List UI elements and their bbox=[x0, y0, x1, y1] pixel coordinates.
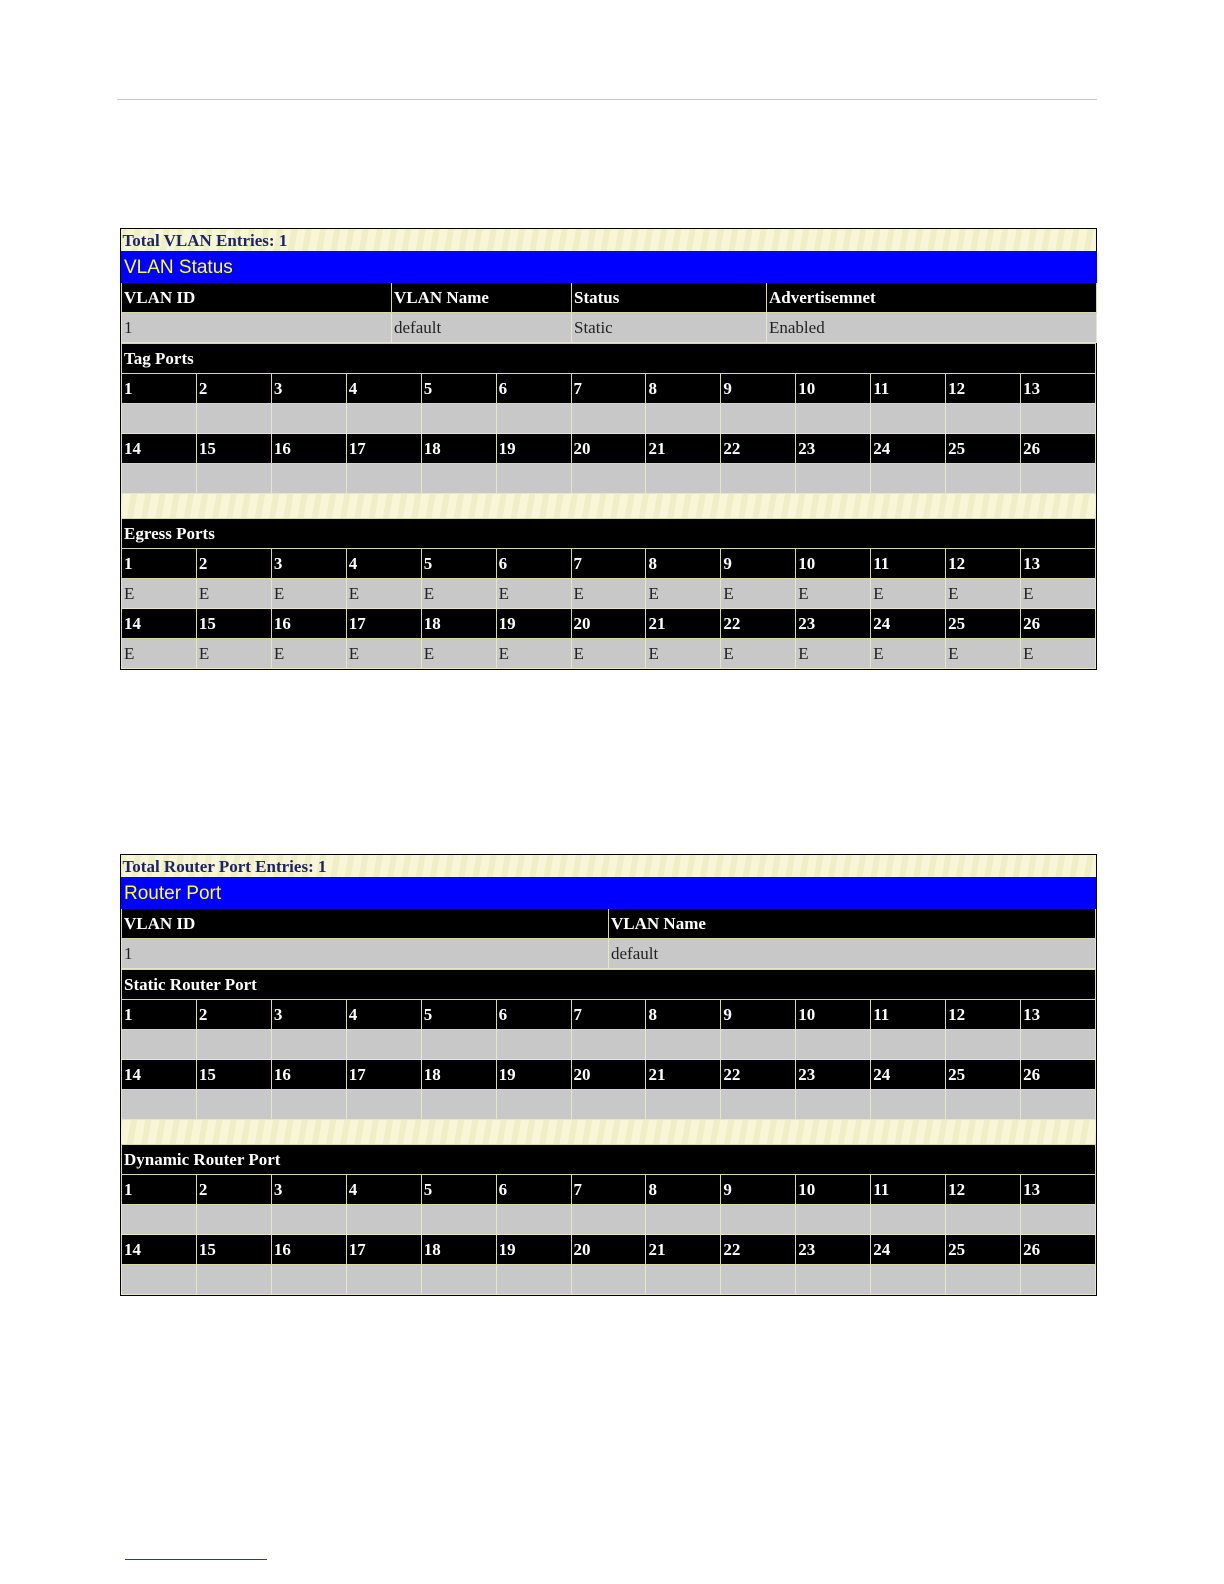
port-value-cell: E bbox=[122, 579, 197, 609]
port-number-cell: 21 bbox=[646, 1235, 721, 1265]
port-value-cell bbox=[721, 1265, 796, 1295]
port-number-cell: 11 bbox=[871, 1175, 946, 1205]
port-number-cell: 17 bbox=[346, 609, 421, 639]
port-value-row bbox=[122, 404, 1096, 434]
port-number-cell: 20 bbox=[571, 434, 646, 464]
port-number-cell: 12 bbox=[946, 1000, 1021, 1030]
port-value-cell bbox=[196, 1265, 271, 1295]
port-number-cell: 15 bbox=[196, 609, 271, 639]
port-value-cell bbox=[122, 464, 197, 494]
port-value-cell bbox=[271, 1030, 346, 1060]
advertisement-value: Enabled bbox=[767, 313, 1097, 343]
port-value-cell bbox=[871, 1090, 946, 1120]
vlan-name-header: VLAN Name bbox=[609, 909, 1096, 939]
port-value-cell bbox=[946, 1205, 1021, 1235]
port-value-cell bbox=[122, 1205, 197, 1235]
port-number-cell: 21 bbox=[646, 609, 721, 639]
port-value-cell bbox=[946, 464, 1021, 494]
port-number-cell: 1 bbox=[122, 1000, 197, 1030]
port-number-cell: 19 bbox=[496, 609, 571, 639]
port-value-cell: E bbox=[122, 639, 197, 669]
port-value-cell bbox=[1021, 1090, 1096, 1120]
port-value-row bbox=[122, 1030, 1096, 1060]
port-value-cell bbox=[871, 1265, 946, 1295]
static-router-port-label: Static Router Port bbox=[122, 970, 1096, 1000]
vlan-status-table bbox=[121, 229, 1097, 343]
port-value-cell bbox=[571, 1030, 646, 1060]
port-value-cell: E bbox=[271, 639, 346, 669]
port-value-cell bbox=[196, 1030, 271, 1060]
port-number-cell: 11 bbox=[871, 374, 946, 404]
port-number-cell: 7 bbox=[571, 1000, 646, 1030]
port-value-cell bbox=[871, 1205, 946, 1235]
port-value-cell bbox=[196, 404, 271, 434]
port-number-cell: 16 bbox=[271, 1060, 346, 1090]
router-port-panel bbox=[120, 854, 1097, 1296]
port-number-cell: 25 bbox=[946, 1060, 1021, 1090]
status-value: Static bbox=[572, 313, 767, 343]
port-number-cell: 3 bbox=[271, 1175, 346, 1205]
port-number-cell: 26 bbox=[1021, 1060, 1096, 1090]
port-value-cell bbox=[571, 1265, 646, 1295]
port-value-cell: E bbox=[421, 639, 496, 669]
port-number-cell: 19 bbox=[496, 1235, 571, 1265]
port-value-cell bbox=[496, 1030, 571, 1060]
port-value-cell bbox=[871, 404, 946, 434]
port-number-cell: 6 bbox=[496, 549, 571, 579]
port-value-cell: E bbox=[496, 639, 571, 669]
port-number-cell: 22 bbox=[721, 1060, 796, 1090]
port-number-cell: 23 bbox=[796, 434, 871, 464]
router-port-table bbox=[121, 855, 1096, 969]
footer-link-underline bbox=[125, 1559, 267, 1560]
port-number-cell: 23 bbox=[796, 1235, 871, 1265]
port-value-cell bbox=[346, 1030, 421, 1060]
port-number-cell: 9 bbox=[721, 374, 796, 404]
vlan-id-header: VLAN ID bbox=[122, 909, 609, 939]
port-value-cell bbox=[796, 404, 871, 434]
port-value-cell bbox=[496, 404, 571, 434]
port-number-cell: 25 bbox=[946, 434, 1021, 464]
port-number-cell: 23 bbox=[796, 1060, 871, 1090]
port-number-cell: 4 bbox=[346, 549, 421, 579]
port-value-cell bbox=[646, 1205, 721, 1235]
port-number-row bbox=[122, 1000, 1096, 1030]
header-divider bbox=[117, 99, 1097, 100]
port-value-cell bbox=[496, 464, 571, 494]
port-number-cell: 18 bbox=[421, 434, 496, 464]
port-number-cell: 17 bbox=[346, 1060, 421, 1090]
port-number-cell: 10 bbox=[796, 1175, 871, 1205]
port-value-cell: E bbox=[571, 639, 646, 669]
port-number-cell: 24 bbox=[871, 1060, 946, 1090]
port-number-cell: 1 bbox=[122, 374, 197, 404]
port-value-cell: E bbox=[646, 639, 721, 669]
port-number-cell: 14 bbox=[122, 1235, 197, 1265]
port-number-cell: 24 bbox=[871, 434, 946, 464]
port-value-cell: E bbox=[346, 579, 421, 609]
port-value-cell bbox=[721, 404, 796, 434]
port-value-cell bbox=[871, 464, 946, 494]
port-number-cell: 4 bbox=[346, 374, 421, 404]
port-value-row bbox=[122, 464, 1096, 494]
port-number-cell: 12 bbox=[946, 1175, 1021, 1205]
port-number-cell: 11 bbox=[871, 1000, 946, 1030]
port-value-cell bbox=[721, 464, 796, 494]
port-number-cell: 13 bbox=[1021, 1175, 1096, 1205]
port-value-cell bbox=[122, 1030, 197, 1060]
port-value-cell bbox=[496, 1265, 571, 1295]
port-number-cell: 7 bbox=[571, 549, 646, 579]
port-number-row bbox=[122, 434, 1096, 464]
port-number-cell: 14 bbox=[122, 1060, 197, 1090]
port-number-cell: 17 bbox=[346, 434, 421, 464]
port-number-cell: 1 bbox=[122, 1175, 197, 1205]
port-number-cell: 21 bbox=[646, 434, 721, 464]
port-value-cell bbox=[571, 404, 646, 434]
port-value-cell: E bbox=[721, 639, 796, 669]
port-value-cell: E bbox=[796, 639, 871, 669]
port-value-cell bbox=[496, 1205, 571, 1235]
vlan-status-panel bbox=[120, 228, 1097, 670]
advertisement-header: Advertisemnet bbox=[767, 283, 1097, 313]
port-number-cell: 15 bbox=[196, 1060, 271, 1090]
port-number-cell: 25 bbox=[946, 609, 1021, 639]
port-number-cell: 22 bbox=[721, 434, 796, 464]
port-value-cell bbox=[421, 1205, 496, 1235]
port-value-cell bbox=[122, 1265, 197, 1295]
port-value-cell bbox=[796, 1090, 871, 1120]
port-value-cell: E bbox=[571, 579, 646, 609]
port-number-cell: 7 bbox=[571, 374, 646, 404]
port-number-cell: 5 bbox=[421, 1175, 496, 1205]
port-value-cell bbox=[196, 464, 271, 494]
port-value-cell bbox=[271, 464, 346, 494]
port-number-cell: 3 bbox=[271, 1000, 346, 1030]
port-value-cell bbox=[122, 1090, 197, 1120]
port-value-cell bbox=[1021, 1205, 1096, 1235]
port-number-cell: 20 bbox=[571, 609, 646, 639]
vlan-id-header: VLAN ID bbox=[122, 283, 392, 313]
port-value-cell: E bbox=[646, 579, 721, 609]
dynamic-router-port-label: Dynamic Router Port bbox=[122, 1145, 1096, 1175]
port-number-cell: 24 bbox=[871, 609, 946, 639]
port-number-cell: 12 bbox=[946, 374, 1021, 404]
port-value-cell: E bbox=[946, 579, 1021, 609]
port-value-cell: E bbox=[421, 579, 496, 609]
port-value-cell bbox=[871, 1030, 946, 1060]
port-number-cell: 22 bbox=[721, 1235, 796, 1265]
port-value-cell bbox=[271, 1205, 346, 1235]
port-value-row bbox=[122, 579, 1096, 609]
port-value-cell bbox=[721, 1090, 796, 1120]
port-value-cell bbox=[346, 404, 421, 434]
port-number-cell: 8 bbox=[646, 1000, 721, 1030]
port-value-cell bbox=[421, 1265, 496, 1295]
port-number-cell: 3 bbox=[271, 374, 346, 404]
vlan-name-value: default bbox=[609, 939, 1096, 969]
port-number-cell: 10 bbox=[796, 1000, 871, 1030]
port-value-cell bbox=[646, 464, 721, 494]
spacer bbox=[122, 494, 1096, 519]
port-number-cell: 6 bbox=[496, 1175, 571, 1205]
port-number-cell: 19 bbox=[496, 1060, 571, 1090]
port-number-cell: 12 bbox=[946, 549, 1021, 579]
port-value-cell: E bbox=[271, 579, 346, 609]
port-value-cell: E bbox=[871, 579, 946, 609]
port-value-cell bbox=[796, 464, 871, 494]
port-number-cell: 2 bbox=[196, 1000, 271, 1030]
port-value-cell bbox=[1021, 1030, 1096, 1060]
port-number-cell: 20 bbox=[571, 1060, 646, 1090]
port-value-cell bbox=[646, 1030, 721, 1060]
port-value-cell bbox=[122, 404, 197, 434]
port-value-cell bbox=[346, 1090, 421, 1120]
port-number-cell: 13 bbox=[1021, 1000, 1096, 1030]
port-value-cell bbox=[346, 1265, 421, 1295]
port-number-cell: 11 bbox=[871, 549, 946, 579]
port-value-cell: E bbox=[1021, 639, 1096, 669]
port-value-cell: E bbox=[796, 579, 871, 609]
tag-ports-label: Tag Ports bbox=[122, 344, 1096, 374]
port-value-cell bbox=[721, 1205, 796, 1235]
port-value-cell bbox=[646, 1265, 721, 1295]
router-port-title: Router Port bbox=[122, 878, 1096, 909]
port-value-cell bbox=[946, 1090, 1021, 1120]
port-value-cell bbox=[946, 1030, 1021, 1060]
port-number-row bbox=[122, 1060, 1096, 1090]
port-value-cell bbox=[1021, 1265, 1096, 1295]
vlan-id-value: 1 bbox=[122, 939, 609, 969]
port-value-cell: E bbox=[196, 639, 271, 669]
port-number-cell: 16 bbox=[271, 434, 346, 464]
port-value-cell bbox=[1021, 464, 1096, 494]
port-number-cell: 26 bbox=[1021, 434, 1096, 464]
egress-ports-label: Egress Ports bbox=[122, 519, 1096, 549]
port-value-cell bbox=[571, 464, 646, 494]
port-number-cell: 2 bbox=[196, 549, 271, 579]
port-number-cell: 15 bbox=[196, 1235, 271, 1265]
port-number-cell: 3 bbox=[271, 549, 346, 579]
port-number-cell: 19 bbox=[496, 434, 571, 464]
port-number-row bbox=[122, 1235, 1096, 1265]
port-value-cell: E bbox=[871, 639, 946, 669]
port-number-cell: 6 bbox=[496, 374, 571, 404]
port-value-cell: E bbox=[196, 579, 271, 609]
port-value-cell bbox=[571, 1205, 646, 1235]
port-value-cell bbox=[421, 1090, 496, 1120]
port-value-cell: E bbox=[1021, 579, 1096, 609]
port-value-cell bbox=[421, 464, 496, 494]
port-number-cell: 4 bbox=[346, 1000, 421, 1030]
port-value-cell bbox=[421, 1030, 496, 1060]
port-number-row bbox=[122, 374, 1096, 404]
port-value-cell bbox=[271, 404, 346, 434]
port-number-cell: 23 bbox=[796, 609, 871, 639]
port-number-row bbox=[122, 549, 1096, 579]
vlan-name-value: default bbox=[392, 313, 572, 343]
vlan-name-header: VLAN Name bbox=[392, 283, 572, 313]
port-number-cell: 4 bbox=[346, 1175, 421, 1205]
port-value-cell: E bbox=[721, 579, 796, 609]
port-number-cell: 10 bbox=[796, 549, 871, 579]
port-number-cell: 13 bbox=[1021, 549, 1096, 579]
port-value-row bbox=[122, 1205, 1096, 1235]
port-value-cell bbox=[346, 464, 421, 494]
port-value-cell bbox=[796, 1265, 871, 1295]
port-number-cell: 9 bbox=[721, 1175, 796, 1205]
spacer bbox=[122, 1120, 1096, 1145]
port-number-cell: 14 bbox=[122, 609, 197, 639]
port-value-cell bbox=[346, 1205, 421, 1235]
static-router-port-table bbox=[121, 969, 1096, 1295]
port-value-row bbox=[122, 1090, 1096, 1120]
port-value-cell: E bbox=[346, 639, 421, 669]
port-number-cell: 15 bbox=[196, 434, 271, 464]
port-number-cell: 13 bbox=[1021, 374, 1096, 404]
port-value-cell bbox=[796, 1030, 871, 1060]
port-number-cell: 18 bbox=[421, 1235, 496, 1265]
port-number-cell: 8 bbox=[646, 549, 721, 579]
port-number-cell: 24 bbox=[871, 1235, 946, 1265]
port-value-cell bbox=[421, 404, 496, 434]
port-value-cell: E bbox=[946, 639, 1021, 669]
port-value-cell: E bbox=[496, 579, 571, 609]
port-number-cell: 9 bbox=[721, 1000, 796, 1030]
port-number-cell: 20 bbox=[571, 1235, 646, 1265]
port-number-cell: 6 bbox=[496, 1000, 571, 1030]
port-value-cell bbox=[646, 1090, 721, 1120]
port-number-cell: 21 bbox=[646, 1060, 721, 1090]
port-number-cell: 10 bbox=[796, 374, 871, 404]
port-number-cell: 8 bbox=[646, 374, 721, 404]
port-value-cell bbox=[946, 1265, 1021, 1295]
port-number-cell: 25 bbox=[946, 1235, 1021, 1265]
port-value-cell bbox=[646, 404, 721, 434]
port-value-cell bbox=[946, 404, 1021, 434]
port-number-row bbox=[122, 1175, 1096, 1205]
port-value-cell bbox=[796, 1205, 871, 1235]
port-value-cell bbox=[1021, 404, 1096, 434]
port-number-cell: 26 bbox=[1021, 609, 1096, 639]
port-number-cell: 7 bbox=[571, 1175, 646, 1205]
total-router-port-entries: Total Router Port Entries: 1 bbox=[122, 856, 327, 876]
port-value-cell bbox=[496, 1090, 571, 1120]
port-number-cell: 16 bbox=[271, 609, 346, 639]
vlan-id-value: 1 bbox=[122, 313, 392, 343]
port-number-cell: 9 bbox=[721, 549, 796, 579]
port-number-cell: 14 bbox=[122, 434, 197, 464]
port-number-cell: 5 bbox=[421, 374, 496, 404]
vlan-status-title: VLAN Status bbox=[122, 252, 1097, 283]
port-value-row bbox=[122, 639, 1096, 669]
port-number-cell: 1 bbox=[122, 549, 197, 579]
port-number-cell: 2 bbox=[196, 374, 271, 404]
port-value-cell bbox=[196, 1090, 271, 1120]
tag-ports-table bbox=[121, 343, 1096, 669]
port-value-cell bbox=[271, 1265, 346, 1295]
port-number-cell: 17 bbox=[346, 1235, 421, 1265]
port-number-cell: 2 bbox=[196, 1175, 271, 1205]
port-number-cell: 26 bbox=[1021, 1235, 1096, 1265]
port-value-cell bbox=[571, 1090, 646, 1120]
port-number-cell: 5 bbox=[421, 1000, 496, 1030]
port-value-cell bbox=[721, 1030, 796, 1060]
port-number-row bbox=[122, 609, 1096, 639]
port-number-cell: 8 bbox=[646, 1175, 721, 1205]
port-number-cell: 18 bbox=[421, 1060, 496, 1090]
port-value-row bbox=[122, 1265, 1096, 1295]
port-value-cell bbox=[271, 1090, 346, 1120]
total-vlan-entries: Total VLAN Entries: 1 bbox=[122, 230, 288, 250]
port-number-cell: 22 bbox=[721, 609, 796, 639]
port-number-cell: 16 bbox=[271, 1235, 346, 1265]
port-number-cell: 18 bbox=[421, 609, 496, 639]
port-number-cell: 5 bbox=[421, 549, 496, 579]
status-header: Status bbox=[572, 283, 767, 313]
port-value-cell bbox=[196, 1205, 271, 1235]
